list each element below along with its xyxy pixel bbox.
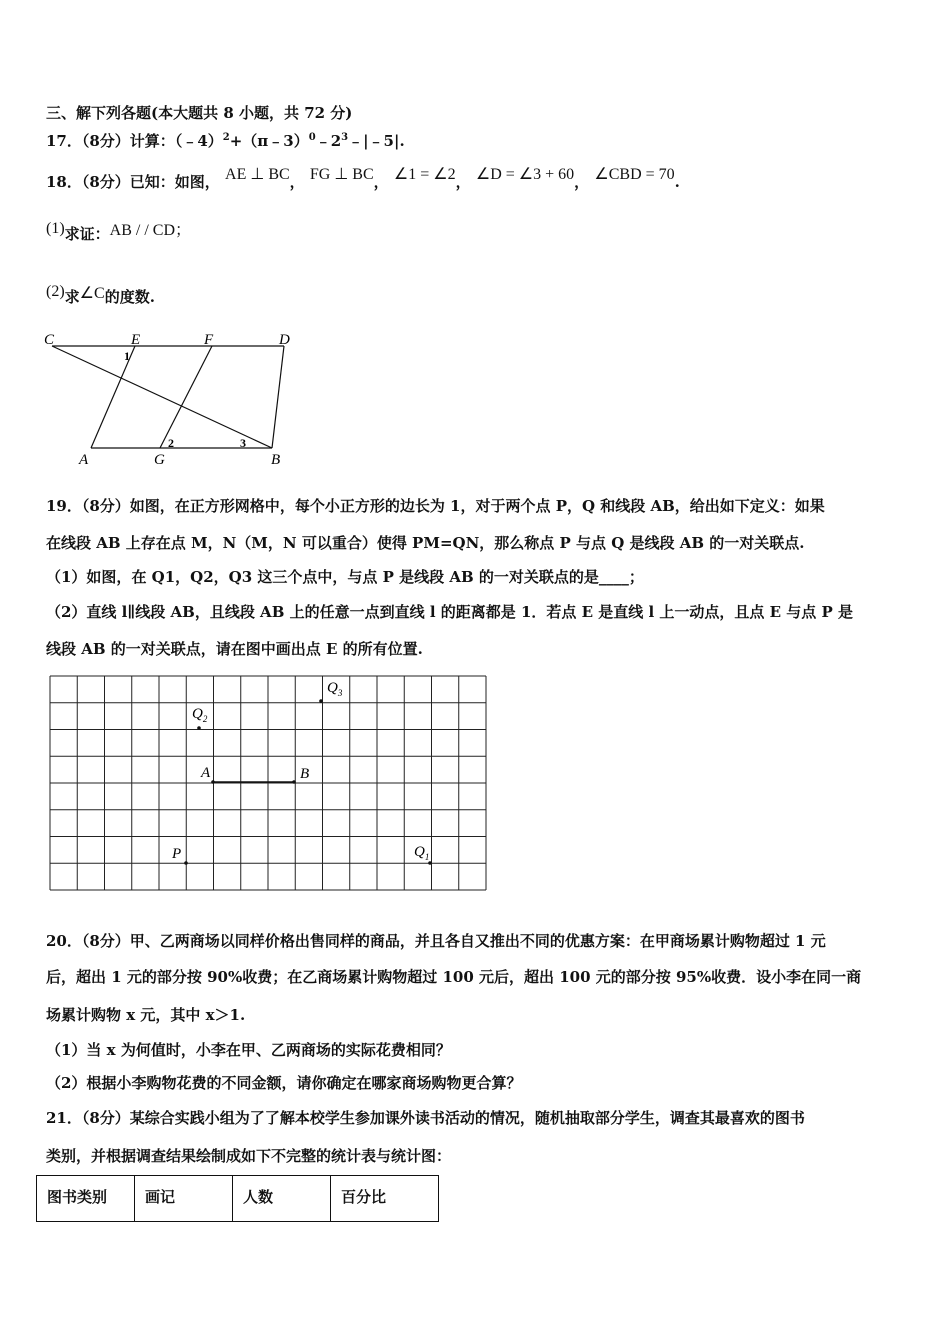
- q18-sep: ，: [455, 173, 471, 191]
- table-header-cell: 百分比: [331, 1176, 439, 1222]
- q20-line3: 场累计购物 x 元，其中 x＞1.: [46, 1006, 246, 1024]
- q18-part1-text: 求证：: [64, 225, 110, 243]
- q18-part2-end: 的度数.: [104, 288, 155, 306]
- q18-end: .: [674, 173, 680, 191]
- table-header-cell: 图书类别: [37, 1176, 135, 1222]
- angle-3: 3: [240, 436, 246, 450]
- q21-line2: 类别，并根据调查结果绘制成如下不完整的统计表与统计图：: [46, 1147, 452, 1165]
- label-q2: $Q_2$: [192, 706, 208, 724]
- table-header-cell: 画记: [135, 1176, 233, 1222]
- label-q3: $Q_3$: [327, 680, 343, 698]
- q19-line2: 在线段 AB 上存在点 M，N（M，N 可以重合）使得 PM=QN，那么称点 P 与点 Q 是线段 AB 的一对关联点.: [46, 534, 805, 552]
- q18-sep: ，: [574, 173, 590, 191]
- q19-line5: 线段 AB 的一对关联点，请在图中画出点 E 的所有位置.: [46, 640, 423, 658]
- q18-part2-text: 求: [64, 288, 80, 306]
- q17-exp-a: 2: [222, 132, 230, 143]
- line-db: [272, 346, 284, 448]
- angle-1: 1: [124, 349, 130, 363]
- question-17: [46, 128, 405, 151]
- point-q2: [197, 726, 201, 730]
- q18-part2-num: (2): [46, 283, 65, 300]
- q18-part1-math: AB / / CD；: [109, 222, 192, 239]
- q18-part2: [46, 283, 155, 308]
- table-header-cell: 人数: [233, 1176, 331, 1222]
- q17-expr-d: ﹣|﹣5|.: [348, 132, 405, 150]
- q18-part1: [46, 220, 192, 245]
- q18-part1-num: (1): [46, 220, 65, 237]
- q18-cond3: ∠1 = ∠2: [393, 166, 456, 183]
- q21-line1: 21．（8分）某综合实践小组为了了解本校学生参加课外读书活动的情况，随机抽取部分学生，调查其最喜欢的图书: [46, 1109, 805, 1127]
- label-a-grid: A: [201, 765, 211, 781]
- q20-line2: 后，超出 1 元的部分按 90%收费；在乙商场累计购物超过 100 元后，超出 100 元的部分按 95%收费．设小李在同一商: [46, 968, 862, 986]
- geometry-figure-18: [36, 326, 306, 472]
- q17-expr-b: +（π﹣3）: [229, 132, 309, 150]
- label-d: D: [279, 332, 290, 348]
- point-p: [184, 861, 188, 865]
- label-a: A: [79, 452, 89, 468]
- label-p: P: [172, 846, 182, 862]
- statistics-table: [36, 1175, 439, 1222]
- q20-line1: 20．（8分）甲、乙两商场以同样价格出售同样的商品，并且各自又推出不同的优惠方案：在甲商场累计购物超过 1 元: [46, 932, 826, 950]
- q20-line5: （2）根据小李购物花费的不同金额，请你确定在哪家商场购物更合算？: [46, 1074, 522, 1092]
- q17-exp-c: 3: [341, 132, 349, 143]
- q17-expr-c: ﹣2: [315, 132, 342, 150]
- question-18: [46, 166, 680, 193]
- q19-line1: 19．（8分）如图，在正方形网格中，每个小正方形的边长为 1，对于两个点 P，Q 和线段 AB，给出如下定义：如果: [46, 497, 825, 515]
- q18-sep: ，: [289, 173, 305, 191]
- label-e: E: [131, 332, 141, 348]
- q18-cond4: ∠D = ∠3 + 60: [475, 166, 575, 183]
- section-header: 三、解下列各题(本大题共 8 小题，共 72 分): [46, 104, 353, 122]
- label-q1: $Q_1$: [414, 844, 430, 862]
- q18-cond1: AE ⊥ BC: [225, 166, 290, 183]
- q18-part2-math: ∠C: [79, 285, 105, 302]
- q17-expr-a: （﹣4）: [174, 132, 223, 150]
- q20-line4: （1）当 x 为何值时，小李在甲、乙两商场的实际花费相同？: [46, 1041, 451, 1059]
- line-gf: [160, 346, 212, 448]
- q17-number: 17．（8分）计算：: [46, 132, 175, 150]
- square-grid: [48, 674, 490, 894]
- q18-number: 18．（8分）已知：如图，: [46, 173, 220, 191]
- q17-exp-b: 0: [308, 132, 316, 143]
- q18-sep: ，: [373, 173, 389, 191]
- angle-2: 2: [168, 436, 174, 450]
- table-header-row: [37, 1176, 439, 1222]
- q19-line4: （2）直线 l∥线段 AB，且线段 AB 上的任意一点到直线 l 的距离都是 1．若点 E 是直线 l 上一动点，且点 E 与点 P 是: [46, 603, 854, 621]
- q18-cond2: FG ⊥ BC: [309, 166, 374, 183]
- label-f: F: [204, 332, 214, 348]
- line-cb: [52, 346, 272, 448]
- label-b: B: [271, 452, 281, 468]
- point-q3: [319, 699, 323, 703]
- label-g: G: [154, 452, 165, 468]
- label-c: C: [44, 332, 55, 348]
- label-b-grid: B: [300, 766, 310, 782]
- q18-cond5: ∠CBD = 70: [594, 166, 675, 183]
- q19-line3: （1）如图，在 Q1，Q2，Q3 这三个点中，与点 P 是线段 AB 的一对关联点的是____；: [46, 568, 644, 586]
